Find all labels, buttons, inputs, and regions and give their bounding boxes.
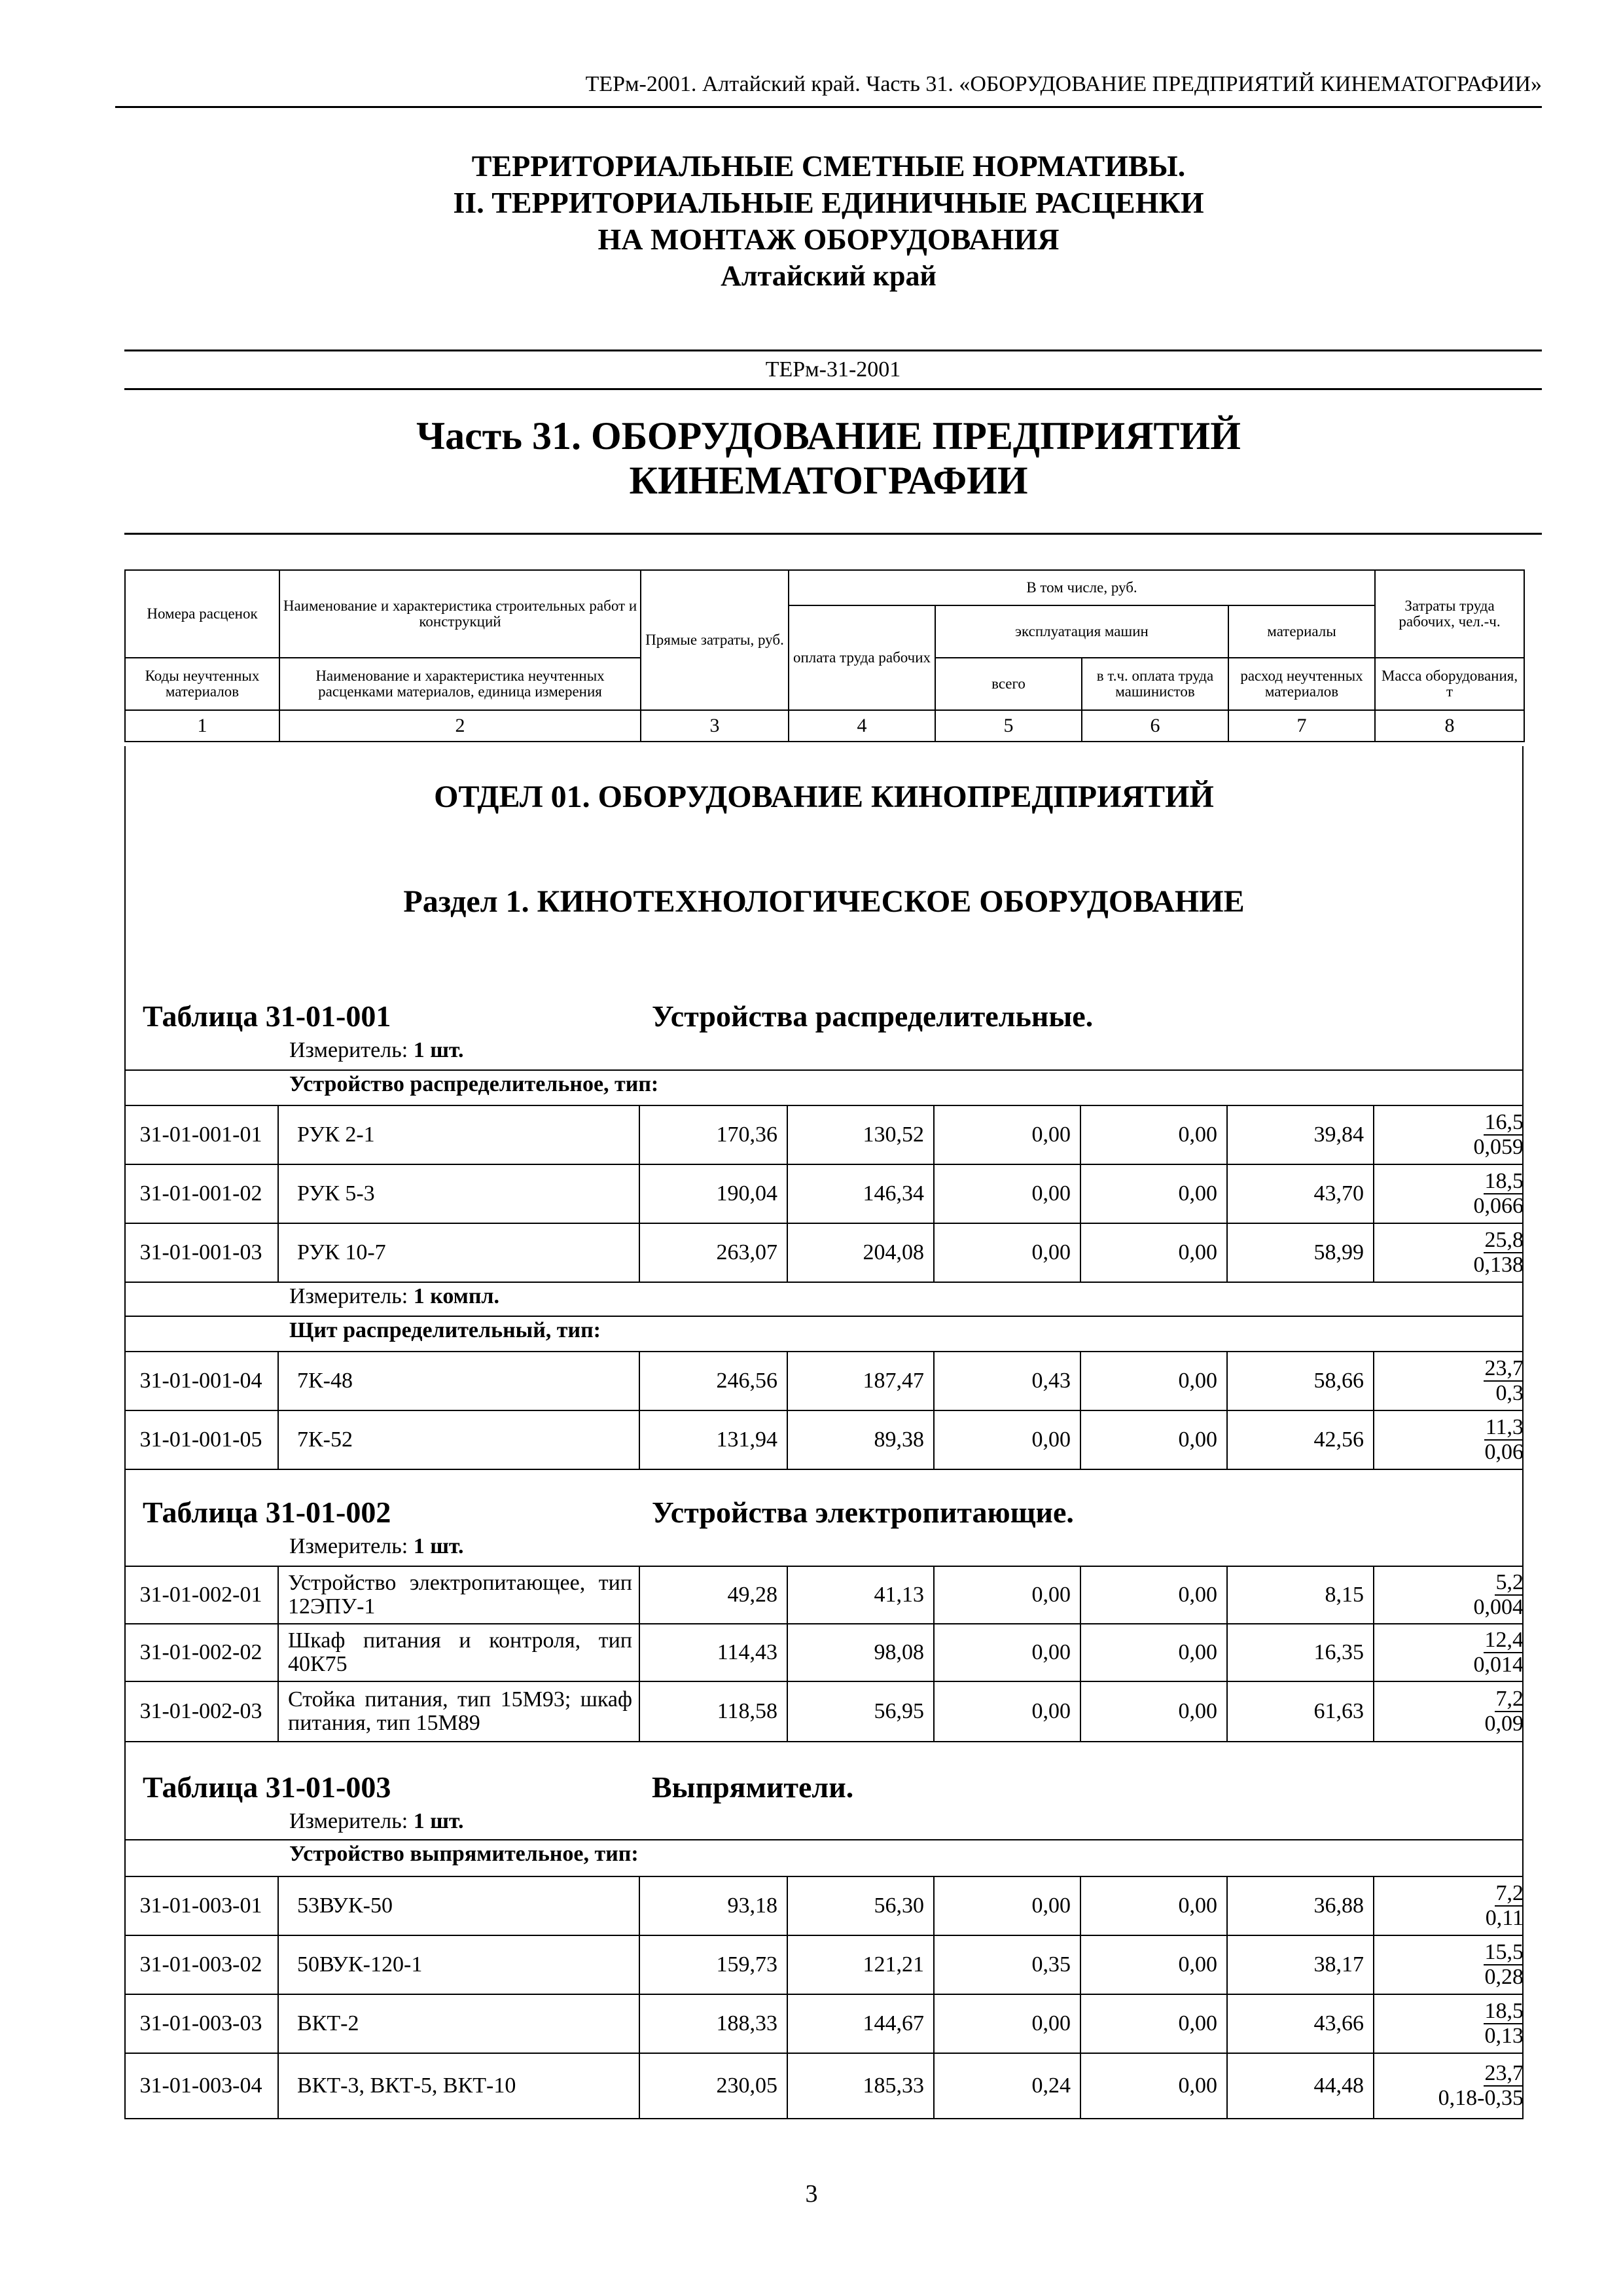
equipment-mass: 0,28 <box>1484 1965 1524 1989</box>
col-number: 3 <box>641 710 789 742</box>
labor-pay: 41,13 <box>788 1567 935 1623</box>
col-number: 7 <box>1228 710 1375 742</box>
machine-ops: 0,35 <box>935 1936 1081 1994</box>
labor-hours: 18,5 <box>1484 1999 1524 2023</box>
equipment-mass: 0,3 <box>1495 1381 1524 1405</box>
header-machine-ops: эксплуатация машин <box>935 605 1228 658</box>
item-name: 53ВУК-50 <box>279 1877 640 1935</box>
item-name: 7К-48 <box>279 1352 640 1410</box>
direct-costs: 263,07 <box>640 1224 788 1282</box>
machinist-pay: 0,00 <box>1081 1352 1228 1410</box>
materials-cost: 58,99 <box>1228 1224 1374 1282</box>
machinist-pay: 0,00 <box>1081 1877 1228 1935</box>
materials-cost: 38,17 <box>1228 1936 1374 1994</box>
labor-mass-cell <box>1374 1877 1524 1935</box>
labor-pay: 204,08 <box>788 1224 935 1282</box>
labor-mass-cell <box>1374 1995 1524 2053</box>
header-labor-pay: оплата труда рабочих <box>789 605 935 710</box>
materials-cost: 39,84 <box>1228 1106 1374 1164</box>
meter-line <box>289 1534 464 1559</box>
rate-code: 31-01-003-01 <box>124 1877 279 1935</box>
labor-pay: 89,38 <box>788 1411 935 1469</box>
table-subheading: Устройство выпрямительное, тип: <box>289 1842 639 1866</box>
part-title-rule <box>124 533 1542 535</box>
machine-ops: 0,00 <box>935 1877 1081 1935</box>
machine-ops: 0,24 <box>935 2054 1081 2118</box>
materials-cost: 16,35 <box>1228 1624 1374 1681</box>
direct-costs: 190,04 <box>640 1165 788 1223</box>
meter-unit: 1 шт. <box>413 1809 464 1833</box>
equipment-mass: 0,13 <box>1484 2024 1524 2048</box>
direct-costs: 159,73 <box>640 1936 788 1994</box>
item-name: 7К-52 <box>279 1411 640 1469</box>
item-name: ВКТ-2 <box>279 1995 640 2053</box>
labor-mass-cell <box>1374 1411 1524 1469</box>
labor-hours: 5,2 <box>1495 1570 1524 1594</box>
col-number: 4 <box>789 710 935 742</box>
labor-pay: 130,52 <box>788 1106 935 1164</box>
rate-code: 31-01-001-02 <box>124 1165 279 1223</box>
machinist-pay: 0,00 <box>1081 1624 1228 1681</box>
labor-hours: 16,5 <box>1484 1110 1524 1134</box>
header-machinist-pay: в т.ч. оплата труда машинистов <box>1082 658 1228 710</box>
header-labor-costs: Затраты труда рабочих, чел.-ч. <box>1375 570 1524 658</box>
table-caption-title: Выпрямители. <box>652 1770 854 1804</box>
machinist-pay: 0,00 <box>1081 1567 1228 1623</box>
labor-mass-cell <box>1374 1624 1524 1681</box>
main-title-line-3: НА МОНТАЖ ОБОРУДОВАНИЯ <box>597 223 1060 256</box>
header-unaccounted-codes: Коды неучтенных материалов <box>125 658 279 710</box>
labor-hours: 11,3 <box>1485 1415 1524 1439</box>
col-number: 6 <box>1082 710 1228 742</box>
rate-code: 31-01-002-01 <box>124 1567 279 1623</box>
rate-code: 31-01-003-04 <box>124 2054 279 2118</box>
materials-cost: 36,88 <box>1228 1877 1374 1935</box>
labor-mass-cell <box>1374 1567 1524 1623</box>
meter-line <box>289 1284 499 1309</box>
materials-cost: 43,70 <box>1228 1165 1374 1223</box>
equipment-mass: 0,11 <box>1485 1906 1524 1930</box>
table-subheading: Щит распределительный, тип: <box>289 1318 601 1342</box>
equipment-mass: 0,004 <box>1473 1595 1524 1619</box>
divider <box>124 1069 1524 1071</box>
header-work-name: Наименование и характеристика строительных работ и конструкций <box>279 570 641 658</box>
direct-costs: 188,33 <box>640 1995 788 2053</box>
table-subheading: Устройство распределительное, тип: <box>289 1072 659 1096</box>
labor-pay: 185,33 <box>788 2054 935 2118</box>
labor-pay: 144,67 <box>788 1995 935 2053</box>
labor-mass-cell <box>1374 2054 1524 2118</box>
labor-pay: 56,95 <box>788 1682 935 1741</box>
table-caption-code: Таблица 31-01-002 <box>143 1496 391 1529</box>
labor-mass-cell <box>1374 1106 1524 1164</box>
table-caption-code: Таблица 31-01-001 <box>143 999 391 1033</box>
labor-mass-cell <box>1374 1165 1524 1223</box>
rate-code: 31-01-003-02 <box>124 1936 279 1994</box>
department-title: ОТДЕЛ 01. ОБОРУДОВАНИЕ КИНОПРЕДПРИЯТИЙ <box>434 780 1214 814</box>
labor-mass-cell <box>1374 1682 1524 1741</box>
machine-ops: 0,00 <box>935 1224 1081 1282</box>
item-name: 50ВУК-120-1 <box>279 1936 640 1994</box>
part-title <box>115 414 1542 503</box>
equipment-mass: 0,09 <box>1484 1712 1524 1736</box>
materials-cost: 44,48 <box>1228 2054 1374 2118</box>
labor-pay: 56,30 <box>788 1877 935 1935</box>
column-header-table <box>124 569 1525 742</box>
header-machine-total: всего <box>935 658 1082 710</box>
header-materials: материалы <box>1228 605 1375 658</box>
direct-costs: 114,43 <box>640 1624 788 1681</box>
equipment-mass: 0,138 <box>1473 1253 1524 1277</box>
col-number: 5 <box>935 710 1082 742</box>
machine-ops: 0,00 <box>935 1995 1081 2053</box>
materials-cost: 58,66 <box>1228 1352 1374 1410</box>
machinist-pay: 0,00 <box>1081 1936 1228 1994</box>
header-equipment-mass: Масса оборудования, т <box>1375 658 1524 710</box>
rate-code: 31-01-003-03 <box>124 1995 279 2053</box>
machinist-pay: 0,00 <box>1081 1411 1228 1469</box>
machine-ops: 0,00 <box>935 1624 1081 1681</box>
document-code: ТЕРм-31-2001 <box>124 350 1542 390</box>
item-name: Устройство электропитающее, тип 12ЭПУ-1 <box>279 1567 640 1623</box>
header-unaccounted-consumption: расход неучтенных материалов <box>1228 658 1375 710</box>
table-row <box>124 1935 1524 1995</box>
equipment-mass: 0,06 <box>1484 1440 1524 1464</box>
direct-costs: 230,05 <box>640 2054 788 2118</box>
labor-pay: 187,47 <box>788 1352 935 1410</box>
labor-hours: 18,5 <box>1484 1169 1524 1193</box>
meter-label: Измеритель: <box>289 1284 408 1308</box>
meter-label: Измеритель: <box>289 1534 408 1558</box>
labor-hours: 7,2 <box>1495 1881 1524 1905</box>
item-name: Стойка питания, тип 15М93; шкаф питания, тип 15М89 <box>279 1682 640 1741</box>
machinist-pay: 0,00 <box>1081 2054 1228 2118</box>
machine-ops: 0,43 <box>935 1352 1081 1410</box>
item-name: РУК 5-3 <box>279 1165 640 1223</box>
table-row <box>124 1681 1524 1742</box>
labor-mass-cell <box>1374 1936 1524 1994</box>
materials-cost: 8,15 <box>1228 1567 1374 1623</box>
rate-code: 31-01-002-03 <box>124 1682 279 1741</box>
rate-code: 31-01-001-01 <box>124 1106 279 1164</box>
machinist-pay: 0,00 <box>1081 1995 1228 2053</box>
machine-ops: 0,00 <box>935 1165 1081 1223</box>
table-row <box>124 1623 1524 1682</box>
equipment-mass: 0,014 <box>1473 1653 1524 1677</box>
meter-label: Измеритель: <box>289 1809 408 1833</box>
table-row <box>124 1223 1524 1283</box>
machine-ops: 0,00 <box>935 1106 1081 1164</box>
main-title-region: Алтайский край <box>721 260 936 292</box>
meter-unit: 1 компл. <box>413 1284 500 1308</box>
labor-hours: 23,7 <box>1484 2061 1524 2085</box>
rate-code: 31-01-002-02 <box>124 1624 279 1681</box>
header-direct-costs: Прямые затраты, руб. <box>641 570 789 710</box>
labor-pay: 121,21 <box>788 1936 935 1994</box>
item-name: Шкаф питания и контроля, тип 40К75 <box>279 1624 640 1681</box>
materials-cost: 42,56 <box>1228 1411 1374 1469</box>
table-caption-code: Таблица 31-01-003 <box>143 1770 391 1804</box>
machinist-pay: 0,00 <box>1081 1106 1228 1164</box>
direct-costs: 246,56 <box>640 1352 788 1410</box>
table-row <box>124 1351 1524 1411</box>
table-row <box>124 2053 1524 2119</box>
header-rate-numbers: Номера расценок <box>125 570 279 658</box>
running-header: ТЕРм-2001. Алтайский край. Часть 31. «ОБОРУДОВАНИЕ ПРЕДПРИЯТИЙ КИНЕМАТОГРАФИИ» <box>115 72 1542 108</box>
labor-pay: 98,08 <box>788 1624 935 1681</box>
machine-ops: 0,00 <box>935 1411 1081 1469</box>
meter-unit: 1 шт. <box>413 1534 464 1558</box>
machinist-pay: 0,00 <box>1081 1165 1228 1223</box>
meter-unit: 1 шт. <box>413 1038 464 1062</box>
rate-code: 31-01-001-03 <box>124 1224 279 1282</box>
table-caption-title: Устройства распределительные. <box>652 999 1094 1033</box>
part-title-line-1: Часть 31. ОБОРУДОВАНИЕ ПРЕДПРИЯТИЙ <box>416 414 1241 457</box>
labor-mass-cell <box>1374 1352 1524 1410</box>
divider <box>124 1316 1524 1317</box>
machine-ops: 0,00 <box>935 1682 1081 1741</box>
item-name: ВКТ-3, ВКТ-5, ВКТ-10 <box>279 2054 640 2118</box>
header-including: В том числе, руб. <box>789 570 1375 605</box>
item-name: РУК 10-7 <box>279 1224 640 1282</box>
direct-costs: 170,36 <box>640 1106 788 1164</box>
direct-costs: 93,18 <box>640 1877 788 1935</box>
table-row <box>124 1164 1524 1224</box>
col-number: 8 <box>1375 710 1524 742</box>
equipment-mass: 0,066 <box>1473 1194 1524 1218</box>
table-row <box>124 1876 1524 1936</box>
item-name: РУК 2-1 <box>279 1106 640 1164</box>
section-title: Раздел 1. КИНОТЕХНОЛОГИЧЕСКОЕ ОБОРУДОВАНИЕ <box>403 884 1245 919</box>
machine-ops: 0,00 <box>935 1567 1081 1623</box>
labor-hours: 7,2 <box>1495 1687 1524 1711</box>
table-row <box>124 1994 1524 2054</box>
divider <box>124 1839 1524 1840</box>
table-row <box>124 1105 1524 1165</box>
labor-hours: 12,4 <box>1484 1628 1524 1652</box>
col-number: 2 <box>279 710 641 742</box>
col-number: 1 <box>125 710 279 742</box>
main-title-line-2: II. ТЕРРИТОРИАЛЬНЫЕ ЕДИНИЧНЫЕ РАСЦЕНКИ <box>453 186 1204 219</box>
page-number: 3 <box>805 2180 818 2208</box>
meter-label: Измеритель: <box>289 1038 408 1062</box>
labor-hours: 23,7 <box>1484 1356 1524 1380</box>
machinist-pay: 0,00 <box>1081 1224 1228 1282</box>
labor-hours: 15,5 <box>1484 1940 1524 1964</box>
header-unaccounted-names: Наименование и характеристика неучтенных расценками материалов, единица измерения <box>279 658 641 710</box>
labor-pay: 146,34 <box>788 1165 935 1223</box>
table-row <box>124 1566 1524 1624</box>
meter-line <box>289 1038 464 1063</box>
table-row <box>124 1410 1524 1470</box>
labor-hours: 25,8 <box>1484 1228 1524 1252</box>
table-caption-title: Устройства электропитающие. <box>652 1496 1074 1529</box>
meter-line <box>289 1809 464 1834</box>
equipment-mass: 0,059 <box>1473 1135 1524 1159</box>
part-title-line-2: КИНЕМАТОГРАФИИ <box>629 459 1028 502</box>
materials-cost: 43,66 <box>1228 1995 1374 2053</box>
labor-mass-cell <box>1374 1224 1524 1282</box>
rate-code: 31-01-001-05 <box>124 1411 279 1469</box>
materials-cost: 61,63 <box>1228 1682 1374 1741</box>
direct-costs: 131,94 <box>640 1411 788 1469</box>
main-title-line-1: ТЕРРИТОРИАЛЬНЫЕ СМЕТНЫЕ НОРМАТИВЫ. <box>471 149 1186 183</box>
machinist-pay: 0,00 <box>1081 1682 1228 1741</box>
direct-costs: 49,28 <box>640 1567 788 1623</box>
rate-code: 31-01-001-04 <box>124 1352 279 1410</box>
direct-costs: 118,58 <box>640 1682 788 1741</box>
main-title <box>115 148 1542 295</box>
equipment-mass: 0,18-0,35 <box>1438 2086 1524 2110</box>
